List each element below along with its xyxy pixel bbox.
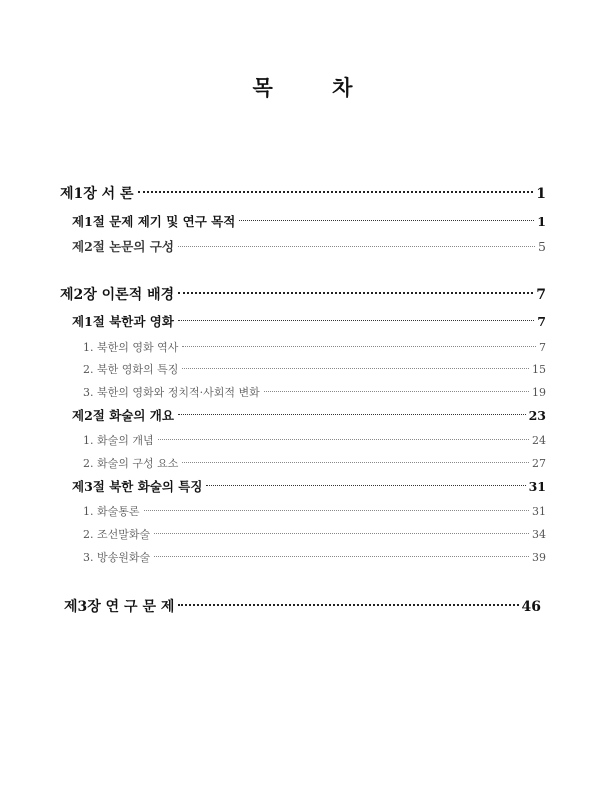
- toc-section-1-2[interactable]: [72, 236, 546, 258]
- dot-leader: [178, 292, 533, 294]
- toc-chapter-3[interactable]: [64, 596, 541, 618]
- dot-leader: [206, 485, 525, 486]
- toc-label: 3. 방송원화술: [83, 551, 151, 564]
- dot-leader: [158, 439, 529, 440]
- toc-subsection-2-3-3[interactable]: [83, 547, 546, 569]
- dot-leader: [182, 346, 536, 347]
- toc-subsection-2-1-3[interactable]: [83, 382, 546, 404]
- toc-label: 제2절 논문의 구성: [72, 239, 174, 254]
- page-title: 목 차: [252, 75, 379, 100]
- toc-label: 제3절 북한 화술의 특징: [72, 479, 203, 494]
- toc-subsection-2-3-2[interactable]: [83, 524, 546, 546]
- toc-label: 3. 북한의 영화와 정치적·사회적 변화: [83, 386, 260, 399]
- toc-page-number: 7: [539, 341, 546, 354]
- dot-leader: [182, 462, 529, 463]
- toc-page-number: 7: [537, 314, 546, 329]
- toc-label: 제2장 이론적 배경: [60, 287, 175, 303]
- toc-section-2-3[interactable]: [72, 476, 546, 498]
- toc-page-number: 34: [532, 528, 546, 541]
- dot-leader: [178, 414, 526, 415]
- toc-label: 2. 조선말화술: [83, 528, 151, 541]
- toc-subsection-2-1-1[interactable]: [83, 337, 546, 359]
- dot-leader: [154, 556, 529, 557]
- toc-label: 2. 화술의 구성 요소: [83, 457, 179, 470]
- toc-label: 1. 화술의 개념: [83, 434, 154, 447]
- toc-subsection-2-2-2[interactable]: [83, 453, 546, 475]
- dot-leader: [178, 320, 534, 321]
- toc-chapter-1[interactable]: [60, 183, 546, 205]
- toc-label: 2. 북한 영화의 특징: [83, 363, 179, 376]
- toc-subsection-2-2-1[interactable]: [83, 430, 546, 452]
- toc-page-number: 15: [532, 363, 546, 376]
- dot-leader: [264, 391, 529, 392]
- toc-page-number: 24: [532, 434, 546, 447]
- dot-leader: [178, 246, 535, 247]
- toc-page-number: 1: [537, 214, 546, 229]
- toc-page-number: 31: [532, 505, 546, 518]
- dot-leader: [138, 191, 534, 193]
- toc-subsection-2-3-1[interactable]: [83, 501, 546, 523]
- toc-label: 제1절 문제 제기 및 연구 목적: [72, 214, 236, 229]
- toc-label: 제3장 연 구 문 제: [64, 599, 175, 615]
- toc-page-number: 23: [528, 408, 546, 423]
- toc-page-number: 39: [532, 551, 546, 564]
- toc-label: 제1절 북한과 영화: [72, 314, 174, 329]
- dot-leader: [239, 220, 534, 221]
- toc-section-2-1[interactable]: [72, 311, 546, 333]
- dot-leader: [178, 604, 518, 606]
- toc-label: 1. 화술통론: [83, 505, 140, 518]
- toc-label: 제1장 서 론: [60, 186, 134, 202]
- toc-section-1-1[interactable]: [72, 211, 546, 233]
- toc-page-number: 27: [532, 457, 546, 470]
- dot-leader: [154, 533, 529, 534]
- toc-page-number: 19: [532, 386, 546, 399]
- toc-page-number: 46: [521, 599, 541, 615]
- dot-leader: [144, 510, 530, 511]
- toc-subsection-2-1-2[interactable]: [83, 359, 546, 381]
- toc-chapter-2[interactable]: [60, 284, 546, 306]
- toc-page-number: 5: [538, 239, 546, 254]
- toc-label: 1. 북한의 영화 역사: [83, 341, 179, 354]
- toc-page-number: 7: [536, 287, 546, 303]
- toc-page-number: 1: [536, 186, 546, 202]
- dot-leader: [182, 368, 529, 369]
- toc-page-number: 31: [528, 479, 546, 494]
- toc-section-2-2[interactable]: [72, 405, 546, 427]
- toc-label: 제2절 화술의 개요: [72, 408, 174, 423]
